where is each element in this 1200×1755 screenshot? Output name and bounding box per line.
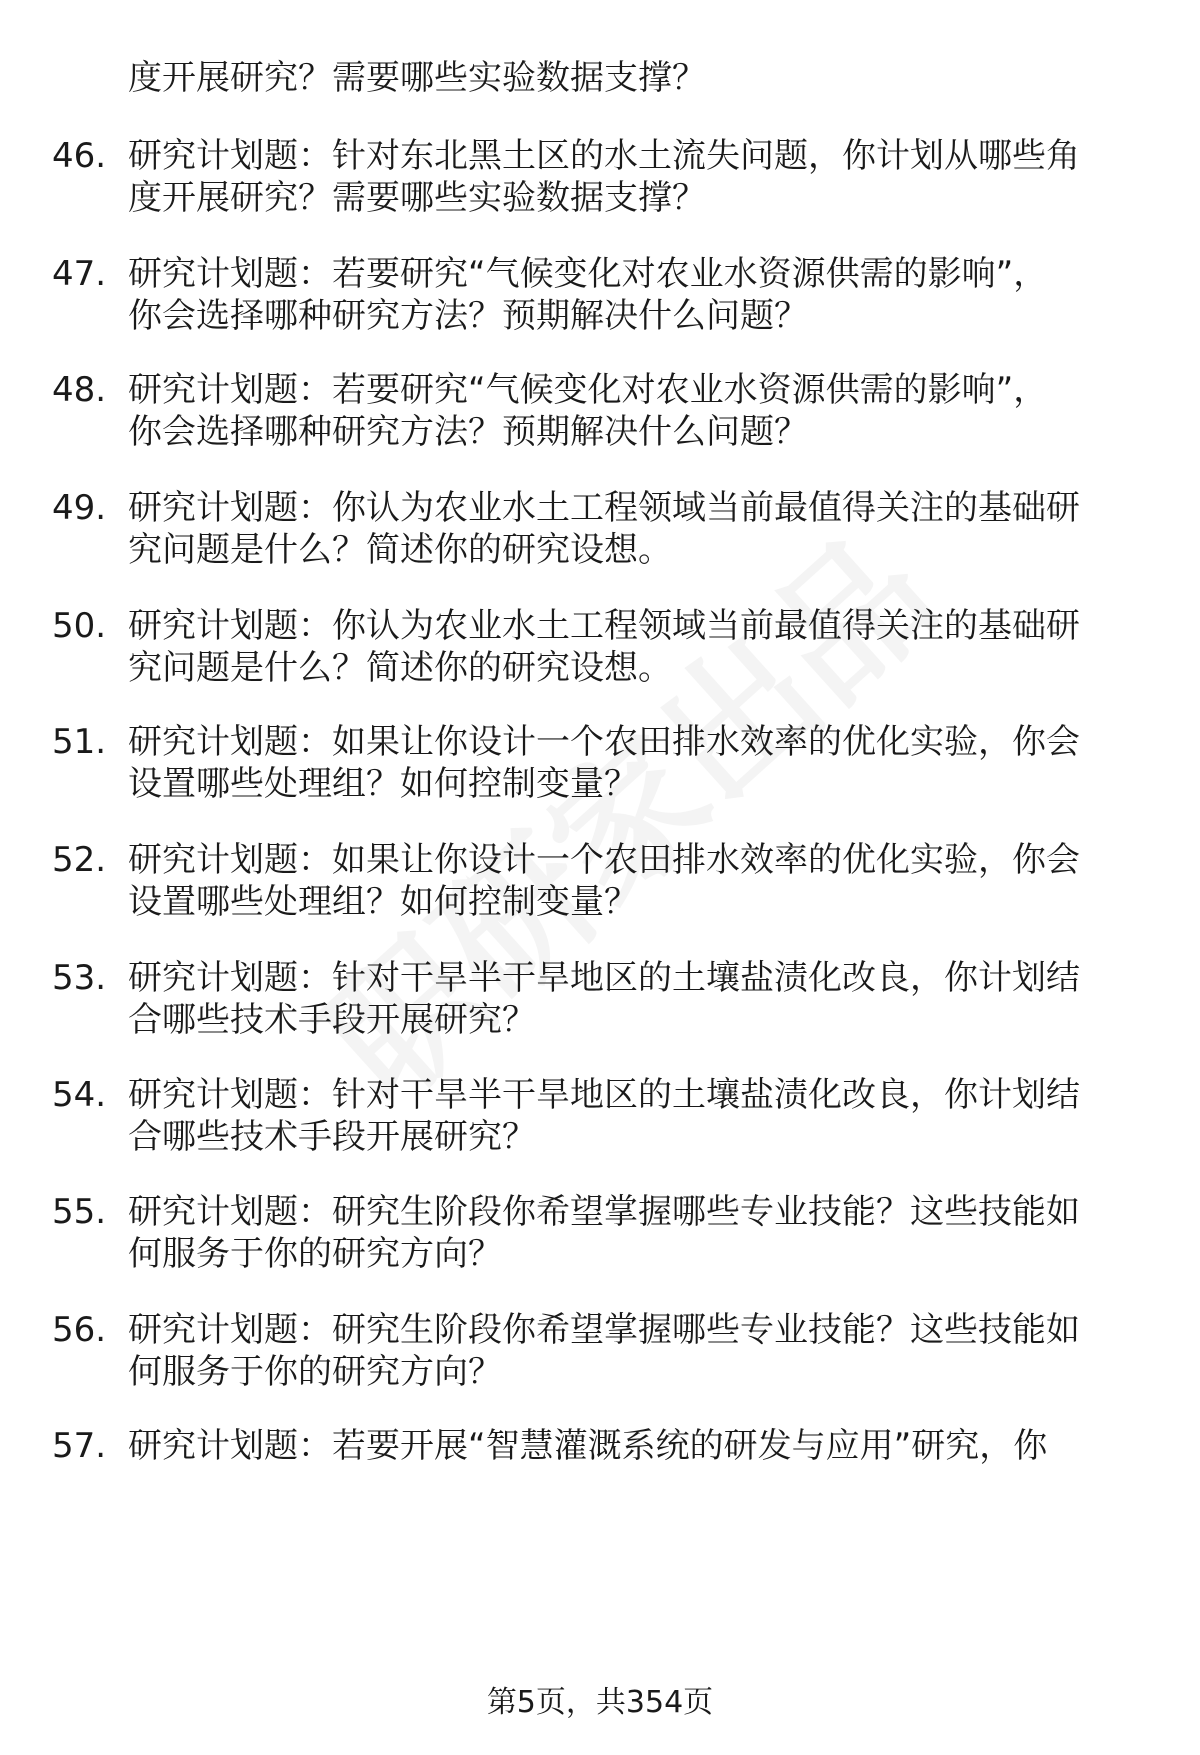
- question-number: 49.: [52, 488, 107, 528]
- question-text-line2: 设置哪些处理组？如何控制变量？: [128, 882, 638, 922]
- question-text-line1: 研究计划题：研究生阶段你希望掌握哪些专业技能？这些技能如: [128, 1192, 1080, 1232]
- question-text-line2: 究问题是什么？简述你的研究设想。: [128, 530, 672, 570]
- question-text-line2: 你会选择哪种研究方法？预期解决什么问题？: [128, 412, 808, 452]
- question-text-line2: 合哪些技术手段开展研究？: [128, 1000, 536, 1040]
- question-text-line2: 度开展研究？需要哪些实验数据支撑？: [128, 178, 706, 218]
- question-text-line1: 研究计划题：你认为农业水土工程领域当前最值得关注的基础研: [128, 488, 1080, 528]
- question-number: 55.: [52, 1192, 107, 1232]
- question-number: 48.: [52, 370, 107, 410]
- page-footer: 第5页，共354页: [486, 1685, 714, 1720]
- question-text-line2: 究问题是什么？简述你的研究设想。: [128, 648, 672, 688]
- question-text-line1: 研究计划题：你认为农业水土工程领域当前最值得关注的基础研: [128, 606, 1080, 646]
- question-number: 54.: [52, 1075, 107, 1115]
- question-text-line2: 何服务于你的研究方向？: [128, 1352, 502, 1392]
- question-text-line1: 研究计划题：如果让你设计一个农田排水效率的优化实验，你会: [128, 840, 1080, 880]
- question-text-line2: 设置哪些处理组？如何控制变量？: [128, 764, 638, 804]
- question-text-line1: 研究计划题：若要研究“气候变化对农业水资源供需的影响”，: [128, 370, 1048, 410]
- question-number: 52.: [52, 840, 107, 880]
- question-text-line1: 研究计划题：若要研究“气候变化对农业水资源供需的影响”，: [128, 254, 1048, 294]
- question-number: 53.: [52, 958, 107, 998]
- question-text-line1: 研究计划题：针对干旱半干旱地区的土壤盐渍化改良，你计划结: [128, 1075, 1080, 1115]
- question-number: 57.: [52, 1426, 107, 1466]
- question-text-line1: 研究计划题：若要开展“智慧灌溉系统的研发与应用”研究，你: [128, 1426, 1048, 1466]
- question-text-line1: 研究计划题：如果让你设计一个农田排水效率的优化实验，你会: [128, 722, 1080, 762]
- question-number: 56.: [52, 1310, 107, 1350]
- question-text-line2: 你会选择哪种研究方法？预期解决什么问题？: [128, 296, 808, 336]
- question-number: 47.: [52, 254, 107, 294]
- question-text-line1: 研究计划题：研究生阶段你希望掌握哪些专业技能？这些技能如: [128, 1310, 1080, 1350]
- question-number: 51.: [52, 722, 107, 762]
- question-number: 50.: [52, 606, 107, 646]
- continuation-line: 度开展研究？需要哪些实验数据支撑？: [128, 58, 706, 98]
- question-text-line2: 何服务于你的研究方向？: [128, 1234, 502, 1274]
- question-text-line2: 合哪些技术手段开展研究？: [128, 1117, 536, 1157]
- question-text-line1: 研究计划题：针对干旱半干旱地区的土壤盐渍化改良，你计划结: [128, 958, 1080, 998]
- question-text-line1: 研究计划题：针对东北黑土区的水土流失问题，你计划从哪些角: [128, 136, 1080, 176]
- question-number: 46.: [52, 136, 107, 176]
